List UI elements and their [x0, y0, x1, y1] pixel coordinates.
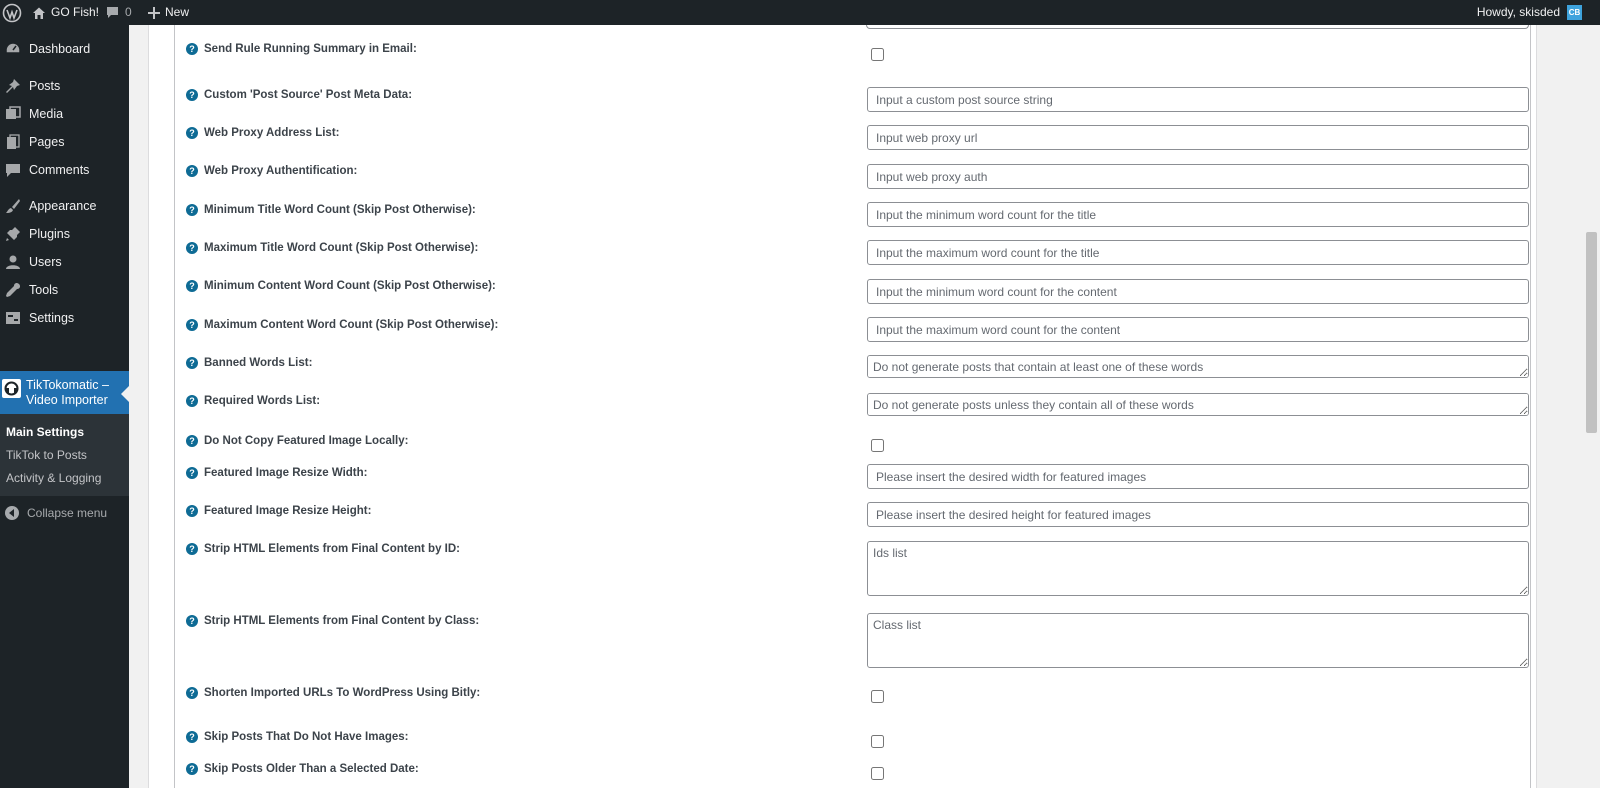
label-required-words [186, 395, 320, 407]
label-shorten-urls-bitly [186, 687, 480, 699]
plus-icon [148, 7, 160, 19]
label-skip-older-than-date [186, 763, 419, 775]
brush-icon [4, 197, 22, 215]
row-label-text: Web Proxy Authentification: [204, 165, 358, 177]
row-label-text: Featured Image Resize Height: [204, 505, 372, 517]
label-no-copy-featured-image [186, 435, 408, 447]
sidebar-item-label: TikTokomatic – [26, 378, 109, 392]
help-icon[interactable]: ? [186, 319, 198, 331]
row-label-text: Strip HTML Elements from Final Content by ID: [204, 543, 460, 555]
sidebar-item-label: Posts [29, 79, 61, 93]
label-web-proxy-address [186, 127, 339, 139]
new-label: New [165, 5, 190, 19]
plugin-icon [4, 225, 22, 243]
help-icon[interactable]: ? [186, 395, 198, 407]
web-proxy-url-input[interactable] [867, 125, 1529, 150]
custom-post-source-input[interactable] [867, 87, 1529, 112]
my-account-link[interactable] [1477, 0, 1582, 25]
comments-count: 0 [125, 5, 132, 19]
help-icon[interactable]: ? [186, 89, 198, 101]
help-icon[interactable]: ? [186, 127, 198, 139]
sidebar-item-label: Media [29, 107, 64, 121]
label-skip-no-images [186, 731, 409, 743]
help-icon[interactable]: ? [186, 763, 198, 775]
label-min-content-word-count [186, 280, 496, 292]
row-label-text: Skip Posts Older Than a Selected Date: [204, 763, 419, 775]
collapse-arrow-icon [5, 506, 19, 520]
label-featured-image-height [186, 505, 371, 517]
skip-no-images-checkbox[interactable] [871, 735, 884, 748]
max-title-word-count-input[interactable] [867, 240, 1529, 265]
settings-icon [4, 309, 22, 327]
submenu [0, 414, 129, 496]
pages-icon [4, 133, 22, 151]
help-icon[interactable]: ? [186, 687, 198, 699]
featured-image-height-input[interactable] [867, 502, 1529, 527]
label-max-content-word-count [186, 319, 498, 331]
row-label-text: Maximum Title Word Count (Skip Post Otherwise): [204, 242, 479, 254]
sidebar-item-label: Settings [29, 311, 75, 325]
skip-older-than-date-checkbox[interactable] [871, 767, 884, 780]
sidebar-item-label: Users [29, 255, 62, 269]
comments-link[interactable] [106, 0, 132, 25]
help-icon[interactable]: ? [186, 242, 198, 254]
sidebar-item-appearance[interactable] [0, 192, 129, 220]
strip-html-classes-textarea[interactable] [867, 613, 1529, 668]
sidebar-item-label: Appearance [29, 199, 97, 213]
row-label-text: Do Not Copy Featured Image Locally: [204, 435, 409, 447]
help-icon[interactable]: ? [186, 731, 198, 743]
dashboard-icon [4, 40, 22, 58]
sidebar-item-label: Comments [29, 163, 90, 177]
label-web-proxy-auth [186, 165, 357, 177]
label-banned-words [186, 357, 312, 369]
help-icon[interactable]: ? [186, 467, 198, 479]
submenu-activity-logging[interactable]: Activity & Logging [6, 471, 102, 485]
label-strip-html-by-class [186, 615, 479, 627]
row-label-text: Strip HTML Elements from Final Content by Class: [204, 615, 480, 627]
sidebar-item-comments[interactable] [0, 156, 129, 184]
sidebar-item-dashboard[interactable] [0, 35, 129, 63]
row-label-text: Shorten Imported URLs To WordPress Using Bitly: [204, 687, 481, 699]
row-label-text: Banned Words List: [204, 357, 313, 369]
min-content-word-count-input[interactable] [867, 279, 1529, 304]
help-icon[interactable]: ? [186, 204, 198, 216]
help-icon[interactable]: ? [186, 165, 198, 177]
strip-html-ids-textarea[interactable] [867, 541, 1529, 596]
sidebar-item-media[interactable] [0, 100, 129, 128]
sidebar-item-posts[interactable] [0, 72, 129, 100]
row-label-text: Send Rule Running Summary in Email: [204, 43, 417, 55]
sidebar-item-label: Video Importer [26, 393, 108, 407]
row-label-text: Custom 'Post Source' Post Meta Data: [204, 89, 413, 101]
tiktokomatic-logo-icon [2, 379, 21, 398]
max-content-word-count-input[interactable] [867, 317, 1529, 342]
avatar: CB [1567, 5, 1582, 20]
media-icon [4, 105, 22, 123]
admin-bar [0, 0, 1600, 25]
site-name-link[interactable] [32, 0, 99, 25]
help-icon[interactable]: ? [186, 357, 198, 369]
label-featured-image-width [186, 467, 367, 479]
sidebar-item-settings[interactable] [0, 304, 129, 332]
comment-icon [4, 161, 22, 179]
help-icon[interactable]: ? [186, 505, 198, 517]
site-name: GO Fish! [51, 5, 100, 19]
sidebar-item-users[interactable] [0, 248, 129, 276]
web-proxy-auth-input[interactable] [867, 164, 1529, 189]
row-label-text: Featured Image Resize Width: [204, 467, 368, 479]
help-icon[interactable]: ? [186, 615, 198, 627]
previous-field-edge [866, 25, 1529, 29]
send-summary-email-checkbox[interactable] [871, 48, 884, 61]
page-scrollbar[interactable] [1583, 25, 1600, 788]
sidebar-item-pages[interactable] [0, 128, 129, 156]
row-label-text: Minimum Content Word Count (Skip Post Otherwise): [204, 280, 496, 292]
row-label-text: Web Proxy Address List: [204, 127, 340, 139]
help-icon[interactable]: ? [186, 543, 198, 555]
label-send-summary-email [186, 43, 417, 55]
row-label-text: Skip Posts That Do Not Have Images: [204, 731, 409, 743]
sidebar-item-tools[interactable] [0, 276, 129, 304]
admin-sidebar [0, 25, 129, 788]
help-icon[interactable]: ? [186, 43, 198, 55]
help-icon[interactable]: ? [186, 280, 198, 292]
submenu-main-settings[interactable]: Main Settings [6, 425, 85, 439]
scrollbar-thumb[interactable] [1586, 232, 1597, 433]
label-min-title-word-count [186, 204, 476, 216]
home-icon [32, 6, 46, 20]
collapse-label: Collapse menu [27, 506, 108, 520]
row-label-text: Required Words List: [204, 395, 321, 407]
wordpress-logo-icon[interactable] [2, 0, 24, 25]
sidebar-item-label: Dashboard [29, 42, 91, 56]
new-content-link[interactable] [148, 0, 189, 25]
label-strip-html-by-id [186, 543, 460, 555]
howdy-text: Howdy, skisded [1476, 5, 1560, 19]
min-title-word-count-input[interactable] [867, 202, 1529, 227]
current-menu-arrow [121, 386, 129, 402]
sidebar-item-plugins[interactable] [0, 220, 129, 248]
sidebar-item-label: Tools [29, 283, 59, 297]
row-label-text: Maximum Content Word Count (Skip Post Otherwise): [204, 319, 499, 331]
pin-icon [4, 77, 22, 95]
no-copy-featured-image-checkbox[interactable] [871, 439, 884, 452]
shorten-urls-bitly-checkbox[interactable] [871, 690, 884, 703]
label-custom-post-source [186, 89, 412, 101]
help-icon[interactable]: ? [186, 435, 198, 447]
row-label-text: Minimum Title Word Count (Skip Post Otherwise): [204, 204, 476, 216]
comment-bubble-icon [106, 6, 119, 19]
sidebar-item-label: Plugins [29, 227, 70, 241]
required-words-textarea[interactable] [867, 393, 1529, 416]
user-icon [4, 253, 22, 271]
featured-image-width-input[interactable] [867, 464, 1529, 489]
wrench-icon [4, 281, 22, 299]
sidebar-item-label: Pages [29, 135, 65, 149]
label-max-title-word-count [186, 242, 478, 254]
sidebar-item-tiktokomatic[interactable] [0, 371, 129, 414]
collapse-menu-button[interactable] [0, 503, 129, 523]
submenu-tiktok-to-posts[interactable]: TikTok to Posts [6, 448, 87, 462]
banned-words-textarea[interactable] [867, 355, 1529, 378]
